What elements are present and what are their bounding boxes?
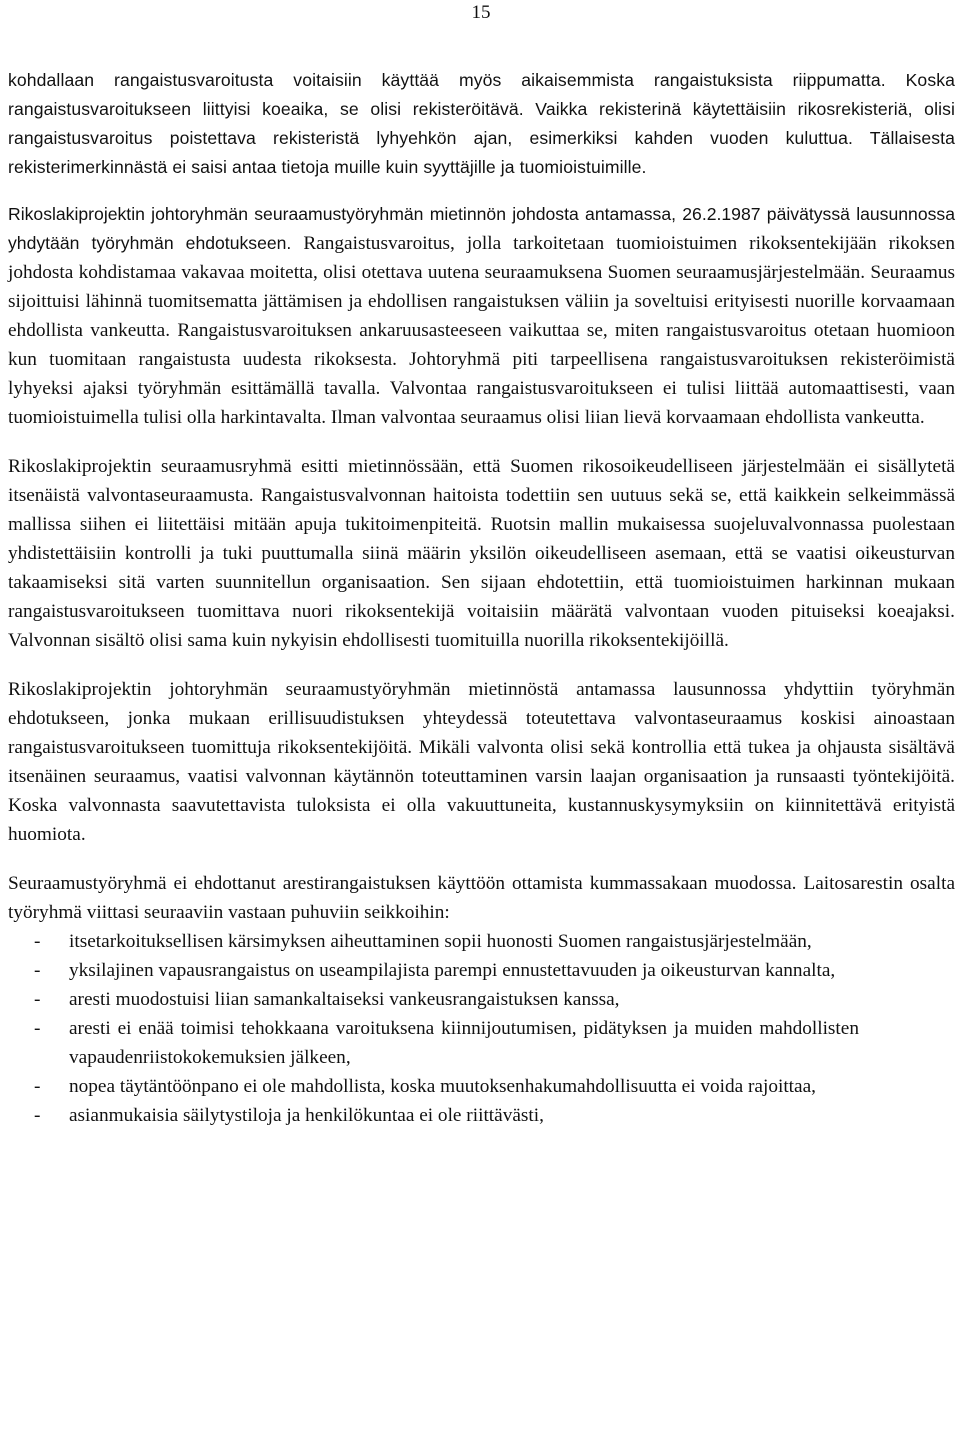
list-item (8, 956, 859, 985)
paragraph-1: kohdallaan rangaistusvaroitusta voitaisiin käyttää myös aikaisemmista rangaistuksista riippumatta. Koska rangaistusvaroitukseen liittyisi koeaika, se olisi rekisteröitävä. Vaikka rekisterinä käytettäisiin rikosrekisteriä, olisi rangaistusvaroitus poistettava rekisteristä lyhyehkön ajan, esimerkiksi kahden vuoden kuluttua. Tällaisesta rekisterimerkinnästä ei saisi antaa tietoja muille kuin syyttäjille ja tuomioistuimille. (8, 70, 955, 177)
paragraph-2 (8, 200, 955, 432)
list-item-text: yksilajinen vapausrangaistus on useampilajista parempi ennustettavuuden ja oikeusturvan kannalta, (69, 960, 836, 981)
dash-marker: - (34, 1018, 41, 1039)
dash-marker: - (34, 1105, 41, 1126)
dash-marker: - (34, 989, 41, 1010)
list-item (8, 1072, 859, 1101)
document-body (8, 66, 955, 1130)
paragraph-2-serif-part: Rangaistusvaroitus, jolla tarkoitetaan tuomioistuimen rikoksentekijään rikoksen johdosta kohdistamaa vakavaa moitetta, olisi otettava uutena seuraamuksena Suomen seuraamusjärjestelmään. Seuraamus sijoittuisi lähinnä tuomitsematta jättämisen ja ehdollisen rangaistuksen väliin ja soveltuisi erityisesti nuorille korvaamaan ehdollista vankeutta. Rangaistusvaroituksen ankaruusasteeseen vaikuttaa se, miten rangaistusvaroitus otetaan huomioon kun tuomitaan rangaistusta uudesta rikoksesta. Johtoryhmä piti tarpeellisena rangaistusvaroituksen rekisteröimistä lyhyeksi ajaksi työryhmän esittämällä tavalla. Valvontaa rangaistusvaroitukseen ei tulisi liittää automaattisesti, vaan tuomioistuimella tulisi olla harkintavalta. Ilman valvontaa seuraamus olisi liian lievä korvaamaan ehdollista vankeutta. (8, 233, 956, 428)
list-item (8, 927, 859, 956)
page-number: 15 (471, 2, 491, 23)
paragraph-5: Seuraamustyöryhmä ei ehdottanut arestirangaistuksen käyttöön ottamista kummassakaan muodossa. Laitosarestin osalta työryhmä viittasi seuraaviin vastaan puhuviin seikkoihin: (8, 873, 955, 923)
dash-marker: - (34, 1076, 41, 1097)
list-item-text: itsetarkoituksellisen kärsimyksen aiheuttaminen sopii huonosti Suomen rangaistusjärjestelmään, (69, 931, 812, 952)
list-item-text: aresti ei enää toimisi tehokkaana varoituksena kiinnijoutumisen, pidätyksen ja muiden mahdollisten vapaudenriistokokemuksien jälkeen, (69, 1018, 859, 1068)
dash-marker: - (34, 960, 41, 981)
paragraph-4: Rikoslakiprojektin johtoryhmän seuraamustyöryhmän mietinnöstä antamassa lausunnossa yhdyttiin työryhmän ehdotukseen, jonka mukaan erillisuudistuksen yhteydessä toteutettava valvontaseuraamus koskisi ainoastaan rangaistusvaroitukseen tuomittuja rikoksentekijöitä. Mikäli valvonta olisi sekä kontrollia että tukea ja ohjausta sisältävä itsenäinen seuraamus, vaatisi valvonnan käytännön toteuttaminen varsin laajan organisaation ja runsaasti työntekijöitä. Koska valvonnasta saavutettavista tuloksista ei olla vakuuttuneita, kustannuskysymyksiin on kiinnitettävä erityistä huomiota. (8, 679, 955, 845)
paragraph-2-sans-part: Rikoslakiprojektin johtoryhmän seuraamustyöryhmän mietinnön johdosta antamassa, 26.2.1987 päivätyssä lausunnossa yhdytään työryhmän ehdotukseen. (8, 204, 955, 253)
list-item (8, 1101, 859, 1130)
paragraph-3: Rikoslakiprojektin seuraamusryhmä esitti mietinnössään, että Suomen rikosoikeudelliseen järjestelmään ei sisällytetä itsenäistä valvontaseuraamusta. Rangaistusvalvonnan haitoista todettiin sen uutuus sekä se, että kaikkein selkeimmässä mallissa siihen ei liitettäisi mitään apuja tukitoimenpiteitä. Ruotsin mallin mukaisessa suojeluvalvonnassa puolestaan yhdistettäisiin kontrolli ja tuki puuttumalla siinä määrin yksilön oikeudelliseen asemaan, että se vaatisi oikeusturvan takaamiseksi sitä varten suunnitellun organisaation. Sen sijaan ehdotettiin, että tuomioistuimen harkinnan mukaan rangaistusvaroitukseen tuomittava nuori rikoksentekijä voitaisiin määrätä valvontaan vuoden pituiseksi koeajaksi. Valvonnan sisältö olisi sama kuin nykyisin ehdollisesti tuomituilla nuorilla rikoksentekijöillä. (8, 456, 955, 651)
dash-marker: - (34, 931, 41, 952)
list-item (8, 985, 859, 1014)
list-item (8, 1014, 859, 1072)
list-item-text: asianmukaisia säilytystiloja ja henkilökuntaa ei ole riittävästi, (69, 1105, 544, 1126)
list-item-text: nopea täytäntöönpano ei ole mahdollista, koska muutoksenhakumahdollisuutta ei voida rajoittaa, (69, 1076, 816, 1097)
list-item-text: aresti muodostuisi liian samankaltaiseksi vankeusrangaistuksen kanssa, (69, 989, 620, 1010)
objection-list (8, 927, 955, 1130)
